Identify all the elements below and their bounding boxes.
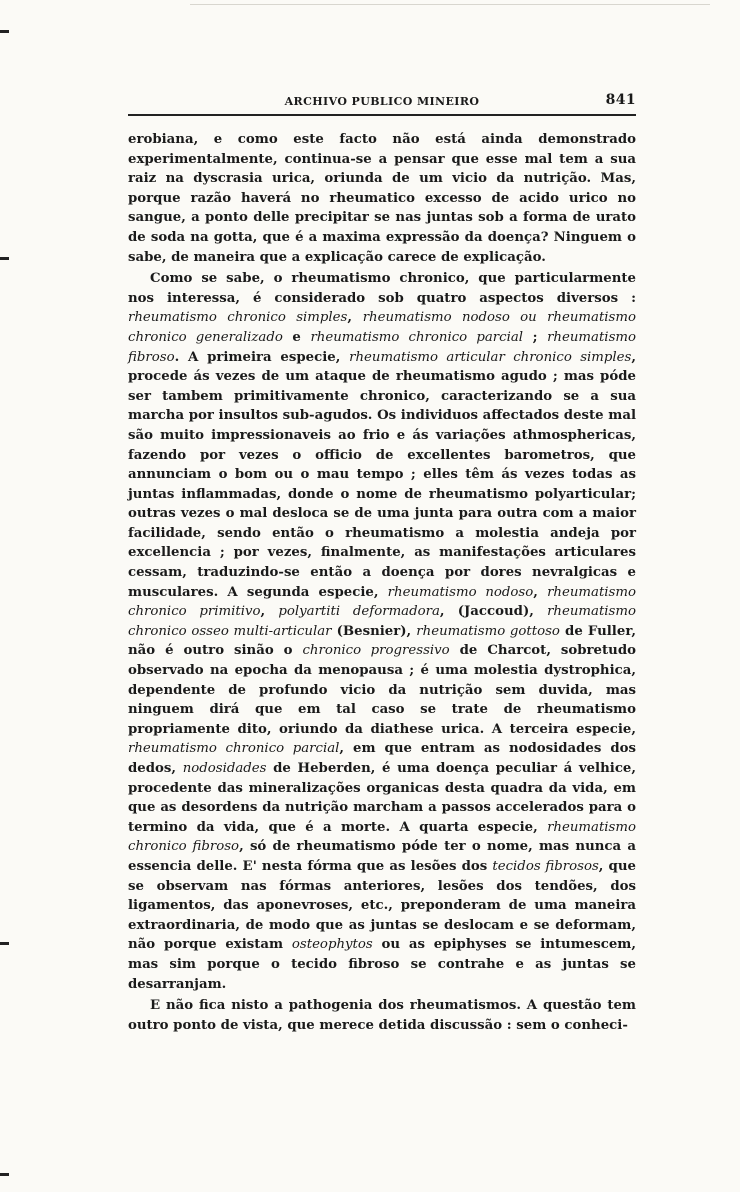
italic-term: rheumatismo fibroso <box>128 329 637 365</box>
italic-term: rheumatismo nodoso ou rheumatismo chronico generalizado <box>128 310 636 345</box>
margin-mark <box>0 30 9 33</box>
italic-term: rheumatismo articular chronico simples <box>349 349 632 365</box>
margin-mark <box>0 942 9 945</box>
italic-term: rheumatismo chronico primitivo <box>128 584 636 620</box>
text-run: , <box>260 604 279 620</box>
italic-term: tecidos fibrosos <box>492 858 599 874</box>
text-run: ; <box>523 329 548 345</box>
text-run: , só de rheumatismo póde ter o nome, mas nunca a essencia delle. E' nesta fórma que as lesões dos <box>128 839 636 874</box>
margin-mark <box>0 1173 9 1176</box>
text-run: de Fuller, não é outro sinão o <box>128 623 636 659</box>
paragraph <box>128 269 636 994</box>
paragraph <box>128 130 636 267</box>
text-run: , <box>533 584 548 600</box>
text-run: . A primeira especie, <box>174 349 350 365</box>
italic-term: rheumatismo gottoso <box>416 623 560 639</box>
text-run: , procede ás vezes de um ataque de rheumatismo agudo ; mas póde ser tambem primitivamente chronico, caracterizando se a sua marcha por insultos sub-agudos. Os individuos affectados deste mal são muito impressionaveis ao frio e ás variações athmosphericas, fazendo por vezes o officio de excellentes barometros, que annunciam o bom ou o mau tempo ; elles têm ás vezes todas as juntas inflammadas, donde o nome de rheumatismo polyarticular; outras vezes o mal desloca se de uma junta para outra com a maior facilidade, sendo então o rheumatismo a molestia andeja por excellencia ; por vezes, finalmente, as manifestações articulares cessam, traduzindo-se então a doença por dores nevralgicas e musculares. A segunda especie, <box>128 349 636 600</box>
body-text <box>128 130 636 1035</box>
text-run: ou as epiphyses se intumescem, mas sim porque o tecido fibroso se contrahe e as juntas se desarranjam. <box>128 937 636 992</box>
text-run: , <box>347 310 363 326</box>
italic-term: rheumatismo nodoso <box>387 584 534 600</box>
header-rule <box>128 114 636 116</box>
italic-term: osteophytos <box>291 937 373 953</box>
italic-term: rheumatismo chronico fibroso <box>128 819 636 855</box>
text-run: (Besnier), <box>331 623 417 639</box>
running-title: ARCHIVO PUBLICO MINEIRO <box>284 95 480 108</box>
italic-term: rheumatismo chronico parcial <box>310 329 524 345</box>
italic-term: polyartiti deformadora <box>278 604 440 620</box>
text-run: , que se observam nas fórmas anteriores, lesões dos tendões, dos ligamentos, das aponevroses, etc., preponderam de uma maneira extraordinaria, de modo que as juntas se deslocam e se deformam, não porque existam <box>128 858 636 953</box>
text-run: de Charcot, sobretudo observado na epocha da menopausa ; é uma molestia dystrophica, dependente de profundo vicio da nutrição sem duvida, mas ninguem dirá que em tal caso se trate de rheumatismo propriamente dito, oriundo da diathese urica. A terceira especie, <box>128 643 636 737</box>
italic-term: nodosidades <box>182 761 267 776</box>
margin-mark <box>0 257 9 260</box>
paragraph <box>128 996 636 1035</box>
italic-term: rheumatismo chronico osseo multi-articular <box>128 604 636 639</box>
text-run: , em que entram as nodosidades dos dedos, <box>128 741 636 776</box>
text-run: e <box>282 329 311 345</box>
top-edge-rule <box>190 4 710 5</box>
text-run: E não fica nisto a pathogenia dos rheumatismos. A questão tem outro ponto de vista, que merece detida discussão : sem o conheci- <box>128 998 636 1033</box>
book-page <box>128 92 636 1035</box>
italic-term: rheumatismo chronico simples <box>128 310 348 326</box>
italic-term: chronico progressivo <box>302 643 450 659</box>
page-number: 841 <box>605 92 636 108</box>
running-header <box>128 92 636 110</box>
italic-term: rheumatismo chronico parcial <box>128 741 340 757</box>
text-run: Como se sabe, o rheumatismo chronico, que particularmente nos interessa, é considerado sob quatro aspectos diversos : <box>128 271 636 306</box>
text-run: de Heberden, é uma doença peculiar á velhice, procedente das mineralizações organicas desta quadra da vida, em que as desordens da nutrição marcham a passos accelerados para o termino da vida, que é a morte. A quarta especie, <box>128 761 637 835</box>
text-run: erobiana, e como este facto não está ainda demonstrado experimentalmente, continua-se a pensar que esse mal tem a sua raiz na dyscrasia urica, oriunda de um vicio da nutrição. Mas, porque razão haverá no rheumatico excesso de acido urico no sangue, a ponto delle precipitar se nas juntas sob a forma de urato de soda na gotta, que é a maxima expressão da doença? Ninguem o sabe, de maneira que a explicação carece de explicação. <box>128 132 636 265</box>
text-run: , (Jaccoud), <box>439 604 548 620</box>
